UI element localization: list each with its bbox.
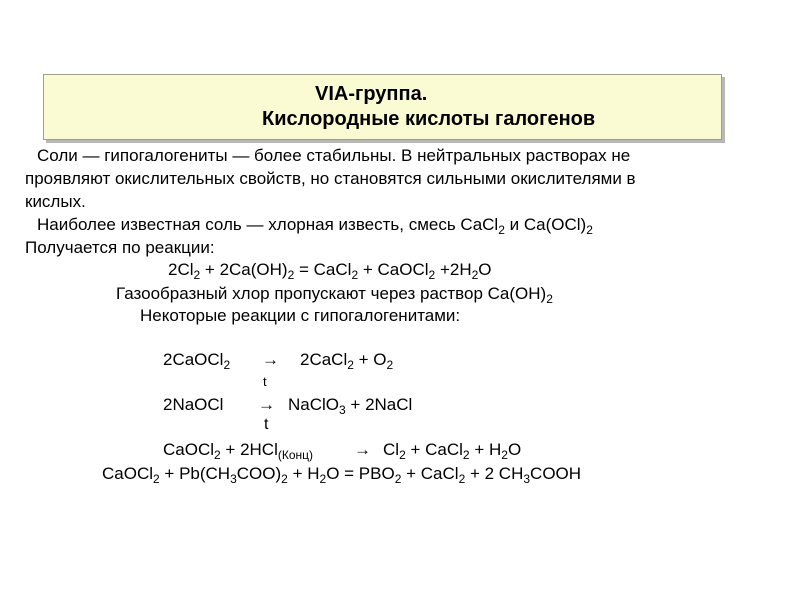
- reaction-1-arrow: →: [262, 350, 279, 369]
- reaction-3-products: $Cl_2$ + CaCl$_2$ + $H_2O$: [383, 440, 522, 462]
- reaction-4: CaOCl$_2$ + $Pb(CH_3COO)_2 + H_2O = PBO_2$ + CaCl$_2$ + 2 $CH_3COOH$: [102, 464, 582, 486]
- reaction-3-arrow: →: [354, 440, 371, 459]
- reaction-2: 2NaOCl: [163, 395, 224, 414]
- paragraph-chlorinated-lime: Наиболее известная соль — хлорная известь, смесь CaCl$_2$ и $Ca(OCl)_2$: [37, 215, 593, 237]
- paragraph-line-1: Соли — гипогалогениты — более стабильны. В нейтральных растворах не: [37, 146, 631, 165]
- paragraph-line-3: кислых.: [25, 192, 86, 211]
- reaction-1-heat: t: [263, 374, 267, 389]
- equation-1: $2Cl_2 + 2Ca(OH)_2$ = CaCl$_2$ + CaOCl$_2$ $+2H_2O$: [168, 260, 492, 282]
- paragraph-obtained: Получается по реакции:: [25, 238, 215, 257]
- slide-subtitle: Кислородные кислоты галогенов: [262, 108, 596, 130]
- reaction-1: 2CaOCl$_2$: [163, 350, 231, 372]
- reaction-2-arrow: →: [258, 395, 275, 414]
- reaction-2-heat: t: [264, 416, 269, 433]
- reaction-1-products: 2CaCl$_2$ + $O_2$: [300, 350, 394, 372]
- paragraph-line-2: проявляют окислительных свойств, но становятся сильными окислителями в: [25, 169, 636, 188]
- reactions-intro: Некоторые реакции с гипогалогенитами:: [140, 306, 461, 325]
- slide-title: VIA-группа.: [315, 83, 428, 105]
- reaction-3: CaOCl$_2$ + 2HCl$_{(Конц)}$: [163, 440, 314, 462]
- paragraph-gas: Газообразный хлор пропускают через раствор $Ca(OH)_2$: [116, 284, 553, 306]
- reaction-2-products: NaClO$_3$ + 2NaCl: [288, 395, 413, 417]
